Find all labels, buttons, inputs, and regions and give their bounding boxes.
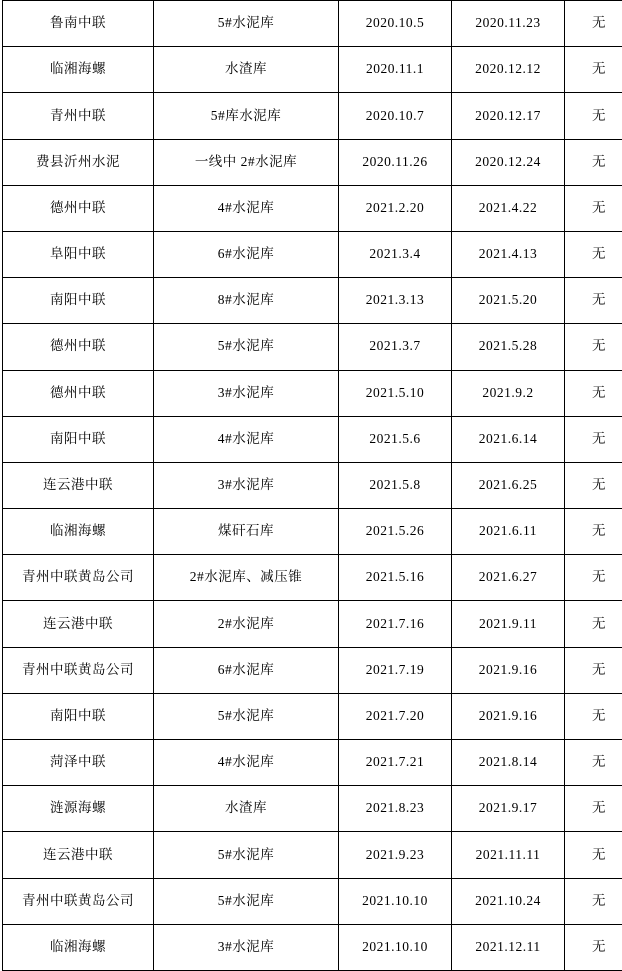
cell-note: 无	[565, 370, 622, 416]
cell-company: 青州中联黄岛公司	[3, 647, 154, 693]
cell-start-date: 2020.11.1	[339, 47, 452, 93]
table-row	[3, 1, 622, 47]
cell-start-date: 2020.11.26	[339, 139, 452, 185]
cell-end-date: 2021.9.16	[452, 693, 565, 739]
cell-company: 南阳中联	[3, 278, 154, 324]
cell-company: 费县沂州水泥	[3, 139, 154, 185]
cell-start-date: 2021.7.21	[339, 740, 452, 786]
cell-item: 水渣库	[154, 47, 339, 93]
table-row	[3, 139, 622, 185]
table-row	[3, 185, 622, 231]
cell-start-date: 2021.10.10	[339, 878, 452, 924]
cell-start-date: 2021.2.20	[339, 185, 452, 231]
table-row	[3, 278, 622, 324]
cell-item: 5#水泥库	[154, 1, 339, 47]
cell-note: 无	[565, 324, 622, 370]
cell-end-date: 2021.6.11	[452, 509, 565, 555]
cell-note: 无	[565, 555, 622, 601]
cell-item: 5#水泥库	[154, 693, 339, 739]
cell-item: 煤矸石库	[154, 509, 339, 555]
table-row	[3, 647, 622, 693]
cell-start-date: 2021.5.8	[339, 462, 452, 508]
cell-start-date: 2020.10.5	[339, 1, 452, 47]
cell-company: 青州中联黄岛公司	[3, 878, 154, 924]
cell-end-date: 2021.6.25	[452, 462, 565, 508]
table-row	[3, 462, 622, 508]
table-row	[3, 370, 622, 416]
cell-company: 青州中联黄岛公司	[3, 555, 154, 601]
table-row	[3, 693, 622, 739]
cell-end-date: 2021.4.22	[452, 185, 565, 231]
cell-end-date: 2021.6.14	[452, 416, 565, 462]
cell-company: 连云港中联	[3, 601, 154, 647]
cell-item: 2#水泥库、减压锥	[154, 555, 339, 601]
cell-item: 8#水泥库	[154, 278, 339, 324]
cell-item: 一线中 2#水泥库	[154, 139, 339, 185]
cell-end-date: 2021.9.16	[452, 647, 565, 693]
cell-start-date: 2021.8.23	[339, 786, 452, 832]
cell-note: 无	[565, 647, 622, 693]
table-row	[3, 786, 622, 832]
cell-end-date: 2021.11.11	[452, 832, 565, 878]
cell-end-date: 2021.5.20	[452, 278, 565, 324]
table-row	[3, 231, 622, 277]
cell-end-date: 2021.6.27	[452, 555, 565, 601]
table-row	[3, 509, 622, 555]
cell-start-date: 2021.7.19	[339, 647, 452, 693]
cell-end-date: 2021.10.24	[452, 878, 565, 924]
table-row	[3, 555, 622, 601]
cell-end-date: 2020.12.12	[452, 47, 565, 93]
cell-item: 3#水泥库	[154, 924, 339, 970]
cell-end-date: 2021.4.13	[452, 231, 565, 277]
cell-note: 无	[565, 139, 622, 185]
cell-note: 无	[565, 278, 622, 324]
cell-start-date: 2021.5.26	[339, 509, 452, 555]
cell-item: 6#水泥库	[154, 647, 339, 693]
table-row	[3, 93, 622, 139]
cell-company: 临湘海螺	[3, 924, 154, 970]
cell-item: 4#水泥库	[154, 740, 339, 786]
cell-item: 4#水泥库	[154, 416, 339, 462]
cell-end-date: 2020.12.24	[452, 139, 565, 185]
cell-note: 无	[565, 924, 622, 970]
cell-note: 无	[565, 740, 622, 786]
cell-start-date: 2021.9.23	[339, 832, 452, 878]
table-row	[3, 878, 622, 924]
cell-item: 2#水泥库	[154, 601, 339, 647]
cell-company: 南阳中联	[3, 693, 154, 739]
cell-start-date: 2021.3.13	[339, 278, 452, 324]
cell-note: 无	[565, 93, 622, 139]
cell-end-date: 2021.9.2	[452, 370, 565, 416]
cell-company: 德州中联	[3, 324, 154, 370]
cell-note: 无	[565, 416, 622, 462]
cell-end-date: 2021.8.14	[452, 740, 565, 786]
cell-start-date: 2021.5.6	[339, 416, 452, 462]
cell-item: 5#水泥库	[154, 324, 339, 370]
cell-end-date: 2021.9.17	[452, 786, 565, 832]
project-records-table	[2, 0, 622, 971]
table-body	[3, 1, 622, 971]
cell-item: 5#水泥库	[154, 832, 339, 878]
cell-note: 无	[565, 832, 622, 878]
table-row	[3, 416, 622, 462]
cell-start-date: 2020.10.7	[339, 93, 452, 139]
cell-note: 无	[565, 47, 622, 93]
cell-company: 德州中联	[3, 370, 154, 416]
cell-company: 涟源海螺	[3, 786, 154, 832]
cell-company: 连云港中联	[3, 832, 154, 878]
cell-item: 3#水泥库	[154, 370, 339, 416]
cell-note: 无	[565, 1, 622, 47]
table-row	[3, 924, 622, 970]
cell-item: 6#水泥库	[154, 231, 339, 277]
cell-item: 3#水泥库	[154, 462, 339, 508]
cell-company: 临湘海螺	[3, 509, 154, 555]
cell-start-date: 2021.7.20	[339, 693, 452, 739]
cell-note: 无	[565, 185, 622, 231]
table-row	[3, 740, 622, 786]
table-row	[3, 47, 622, 93]
table-row	[3, 324, 622, 370]
cell-start-date: 2021.7.16	[339, 601, 452, 647]
cell-note: 无	[565, 601, 622, 647]
cell-company: 临湘海螺	[3, 47, 154, 93]
cell-item: 水渣库	[154, 786, 339, 832]
cell-end-date: 2021.5.28	[452, 324, 565, 370]
cell-start-date: 2021.5.16	[339, 555, 452, 601]
cell-company: 南阳中联	[3, 416, 154, 462]
cell-note: 无	[565, 462, 622, 508]
table-row	[3, 601, 622, 647]
cell-item: 5#库水泥库	[154, 93, 339, 139]
cell-company: 连云港中联	[3, 462, 154, 508]
cell-start-date: 2021.3.4	[339, 231, 452, 277]
cell-note: 无	[565, 693, 622, 739]
cell-company: 阜阳中联	[3, 231, 154, 277]
cell-company: 鲁南中联	[3, 1, 154, 47]
cell-start-date: 2021.10.10	[339, 924, 452, 970]
cell-note: 无	[565, 509, 622, 555]
cell-start-date: 2021.5.10	[339, 370, 452, 416]
cell-note: 无	[565, 878, 622, 924]
cell-end-date: 2021.12.11	[452, 924, 565, 970]
table-row	[3, 832, 622, 878]
cell-end-date: 2020.11.23	[452, 1, 565, 47]
cell-company: 青州中联	[3, 93, 154, 139]
cell-company: 德州中联	[3, 185, 154, 231]
cell-item: 4#水泥库	[154, 185, 339, 231]
cell-company: 菏泽中联	[3, 740, 154, 786]
cell-note: 无	[565, 786, 622, 832]
cell-note: 无	[565, 231, 622, 277]
cell-start-date: 2021.3.7	[339, 324, 452, 370]
cell-end-date: 2020.12.17	[452, 93, 565, 139]
cell-end-date: 2021.9.11	[452, 601, 565, 647]
cell-item: 5#水泥库	[154, 878, 339, 924]
